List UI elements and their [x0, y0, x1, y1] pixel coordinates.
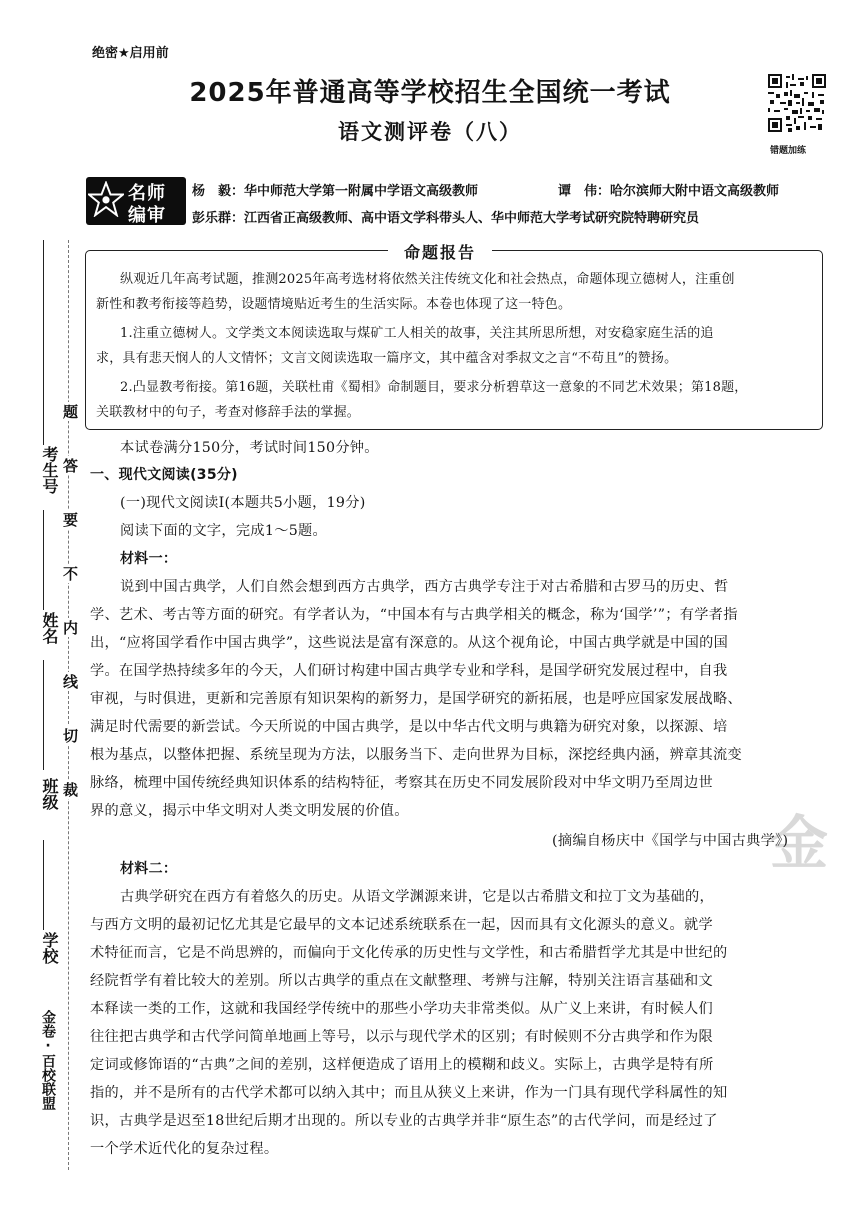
teacher-name: 彭乐群：: [192, 211, 245, 226]
badge-line2: 编审: [128, 205, 166, 226]
cut-notice-char: 题: [61, 404, 79, 419]
material1-line: 界的意义，揭示中华文明对人类文明发展的价值。: [90, 803, 409, 819]
qr-caption: 错题加练: [770, 146, 807, 156]
badge-line1: 名师: [128, 183, 166, 204]
report-line: 纵观近几年高考试题，推测2025年高考选材将依然关注传统文化和社会热点，命题体现立德树人，注重创: [120, 272, 735, 287]
material2-line: 经院哲学有着比较大的差别。所以古典学的重点在文献整理、考辨与注解，特别关注语言基础和文: [90, 973, 713, 989]
material2-line: 本释读一类的工作，这就和我国经学传统中的那些小学功夫非常类似。从广义上来讲，有时候人们: [90, 1001, 713, 1017]
material1-line: 学、艺术、考古等方面的研究。有学者认为，“中国本有与古典学相关的概念，称为‘国学’”；有学者指: [90, 607, 738, 623]
instruction: 阅读下面的文字，完成1～5题。: [120, 523, 327, 539]
teacher-name: 杨 毅：: [192, 184, 245, 199]
cut-line: [68, 240, 69, 1170]
sub-section-heading: (一)现代文阅读Ⅰ(本题共5小题，19分): [120, 495, 366, 511]
material2-line: 术特征而言，它是不尚思辨的，而偏向于文化传承的历史性与文学性，和古希腊哲学尤其是中世纪的: [90, 945, 728, 961]
school-underline: [43, 840, 44, 930]
teacher-desc: 江西省正高级教师、高中语文学科带头人、华中师范大学考试研究院特聘研究员: [244, 211, 700, 226]
material1-line: 说到中国古典学，人们自然会想到西方古典学，西方古典学专注于对古希腊和古罗马的历史、哲: [120, 579, 729, 595]
teacher-row: [192, 207, 699, 226]
editor-badge: [86, 177, 186, 225]
teacher-desc: 哈尔滨师大附中语文高级教师: [610, 184, 780, 199]
qr-code-icon[interactable]: [768, 74, 826, 132]
material1-line: 出，“应将国学看作中国古典学”，这些说法是富有深意的。从这个视角论，中国古典学就是中国的国: [90, 635, 729, 651]
report-line: 新性和教考衔接等趋势，设题情境贴近考生的生活实际。本卷也体现了这一特色。: [96, 297, 572, 312]
report-line: 1.注重立德树人。文学类文本阅读选取与煤矿工人相关的故事，关注其所思所想，对安稳家庭生活的追: [120, 326, 714, 341]
paper-subtitle: 语文测评卷（八）: [338, 120, 522, 144]
material2-line: 古典学研究在西方有着悠久的历史。从语文学渊源来讲，它是以古希腊文和拉丁文为基础的，: [120, 889, 714, 905]
material2-line: 指的，并不是所有的古代学术都可以纳入其中；而且从狭义上来讲，作为一门具有现代学科属性的知: [90, 1085, 728, 1101]
exam-number-label: 考生号: [40, 446, 59, 494]
report-line: 关联教材中的句子，考查对修辞手法的掌握。: [96, 405, 361, 420]
material1-label: 材料一：: [120, 551, 178, 567]
exam-info: 本试卷满分150分，考试时间150分钟。: [120, 440, 379, 456]
cut-notice-char: 线: [61, 674, 79, 689]
material1-source: (摘编自杨庆中《国学与中国古典学》): [552, 833, 789, 849]
material1-line: 学。在国学热持续多年的今天，人们研讨构建中国古典学专业和学科，是国学研究发展过程中，自我: [90, 663, 728, 679]
cut-notice-char: 内: [61, 620, 79, 635]
report-line: 求，具有悲天悯人的人文情怀；文言文阅读选取一篇序文，其中蕴含对季叔文之言“不苟且”的赞扬。: [96, 351, 678, 366]
name-underline: [43, 510, 44, 610]
cut-notice-char: 要: [61, 512, 79, 527]
teacher-row: [192, 180, 478, 199]
cut-notice-char: 切: [61, 728, 79, 743]
class-label: 班级: [40, 778, 59, 810]
material2-line: 与西方文明的最初记忆尤其是它最早的文本记述系统联系在一起，因而具有文化源头的意义。就学: [90, 917, 713, 933]
name-label: 姓名: [40, 612, 59, 644]
cut-notice-char: 裁: [61, 782, 79, 797]
material1-line: 满足时代需要的新尝试。今天所说的中国古典学，是以中华古代文明与典籍为研究对象，以探源、培: [90, 719, 728, 735]
alliance-label: 金卷·百校联盟: [40, 1010, 56, 1110]
report-title: 命题报告: [388, 240, 492, 263]
teacher-desc: 华中师范大学第一附属中学语文高级教师: [244, 184, 479, 199]
material2-line: 往往把古典学和古代学问简单地画上等号，以示与现代学术的区别；有时候则不分古典学和作为限: [90, 1029, 713, 1045]
material1-line: 审视，与时俱进，更新和完善原有知识架构的新努力，是国学研究的新拓展，也是呼应国家发展战略、: [90, 691, 742, 707]
watermark-seal: 金: [770, 809, 829, 877]
material2-label: 材料二：: [120, 861, 178, 877]
material2-line: 一个学术近代化的复杂过程。: [90, 1141, 279, 1157]
teacher-row: [558, 180, 779, 199]
class-underline: [43, 660, 44, 770]
material2-line: 定词或修饰语的“古典”之间的差别，这样便造成了语用上的模糊和歧义。实际上，古典学是特有所: [90, 1057, 714, 1073]
star-icon: [88, 181, 124, 217]
material2-line: 识，古典学是迟至18世纪后期才出现的。所以专业的古典学并非“原生态”的古代学问，而是经过了: [90, 1113, 718, 1129]
school-label: 学校: [40, 932, 59, 964]
exam-number-underline: [43, 240, 44, 445]
report-line: 2.凸显教考衔接。第16题，关联杜甫《蜀相》命制题目，要求分析碧草这一意象的不同艺术效果；第18题，: [120, 380, 748, 395]
exam-title: 2025年普通高等学校招生全国统一考试: [189, 78, 671, 108]
teacher-name: 谭 伟：: [558, 184, 611, 199]
material1-line: 脉络，梳理中国传统经典知识体系的结构特征，考察其在历史不同发展阶段对中华文明乃至周边世: [90, 775, 713, 791]
material1-line: 根为基点，以整体把握、系统呈现为方法，以服务当下、走向世界为目标，深挖经典内涵，辨章其流变: [90, 747, 742, 763]
cut-notice-char: 不: [61, 566, 79, 581]
cut-notice-char: 答: [61, 458, 79, 473]
secret-label: 绝密★启用前: [92, 46, 169, 61]
section-heading: 一、现代文阅读(35分): [90, 467, 238, 483]
